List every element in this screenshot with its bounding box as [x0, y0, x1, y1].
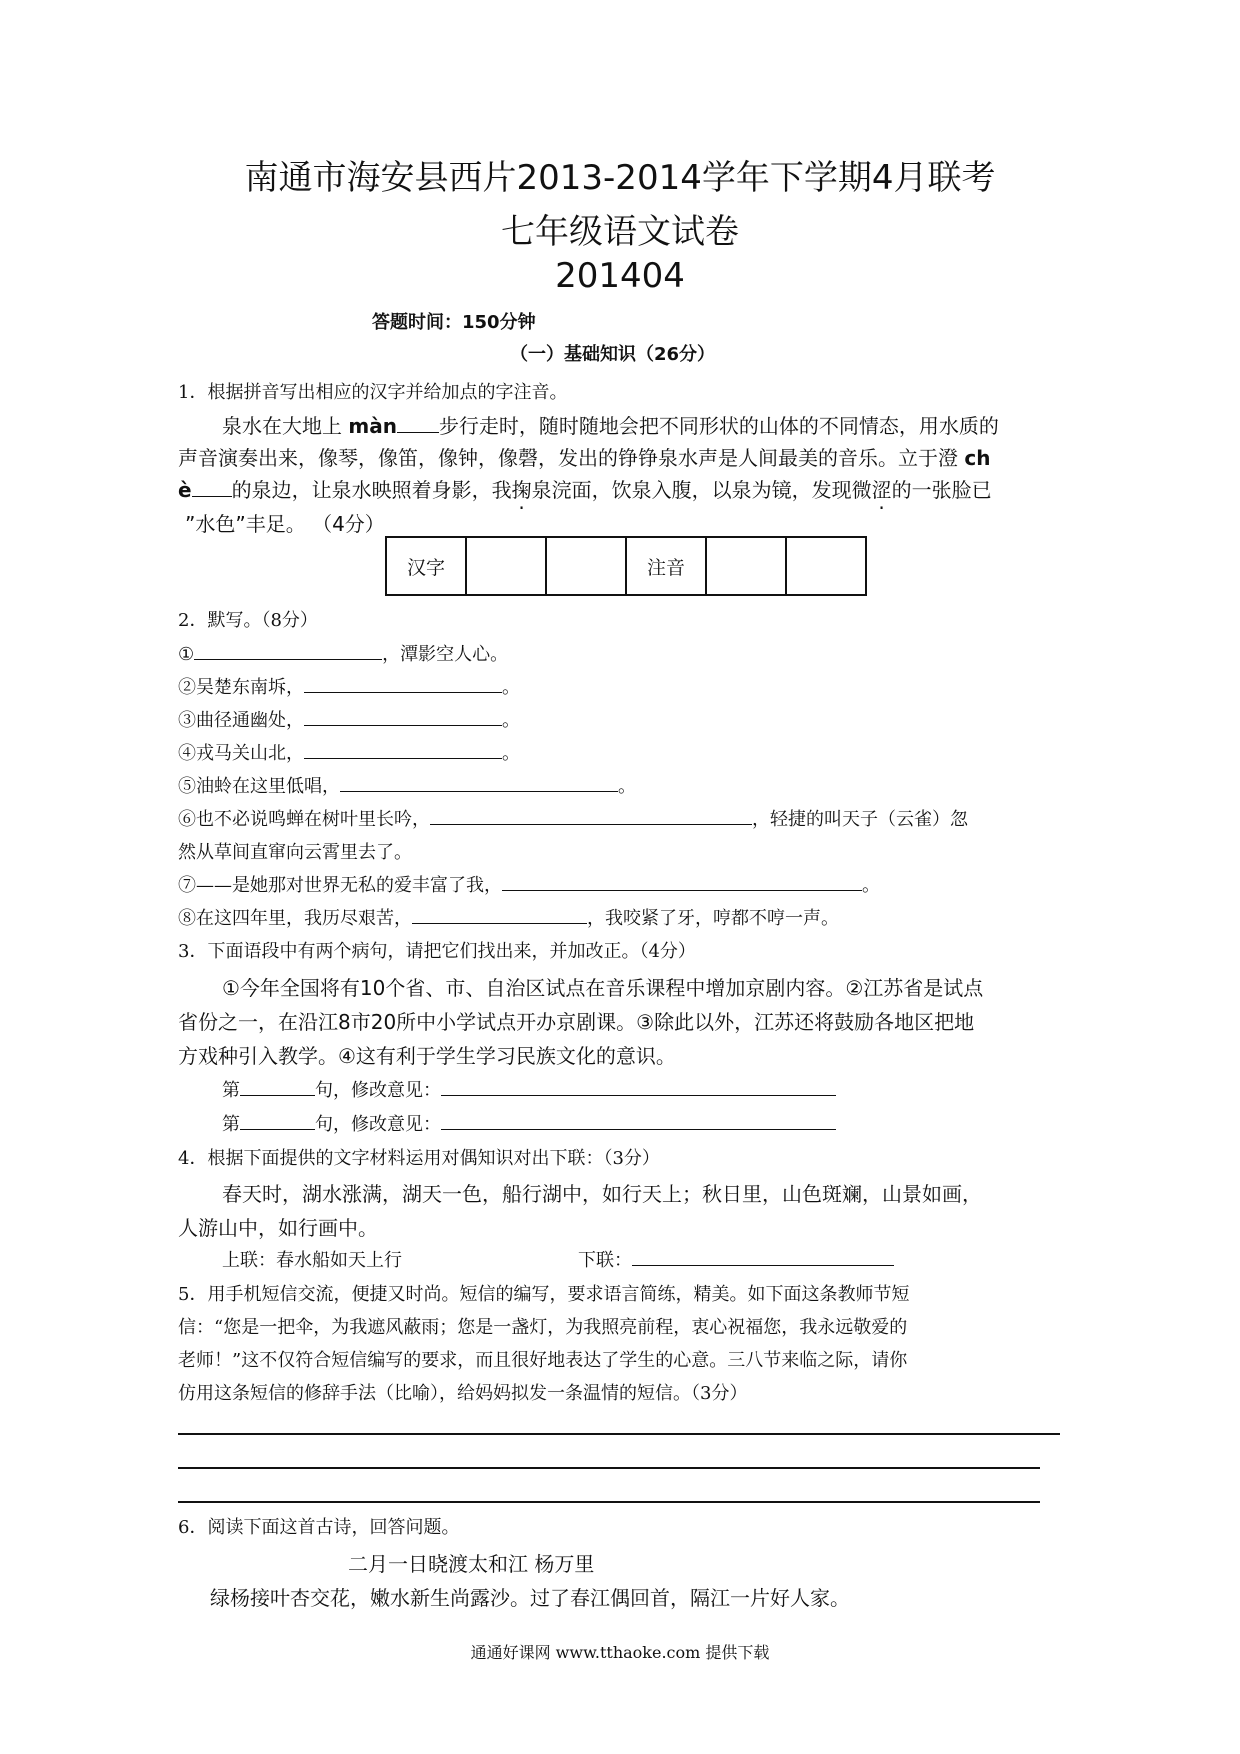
blank[interactable]	[412, 905, 587, 924]
blank[interactable]	[240, 1077, 315, 1096]
text: ，我咬紧了牙，哼都不哼一声。	[587, 908, 839, 929]
section-heading: （一）基础知识（26分）	[510, 344, 716, 365]
question-1-line1	[222, 410, 999, 439]
period: 。	[862, 875, 880, 896]
text: ⑧在这四年里，我历尽艰苦，	[178, 908, 412, 929]
dictation-item-3	[178, 706, 520, 732]
text: ⑥也不必说鸣蝉在树叶里长吟，	[178, 809, 430, 830]
item-number: ①	[178, 644, 195, 665]
blank[interactable]	[632, 1247, 894, 1266]
text: ④戎马关山北，	[178, 743, 304, 764]
answer-line[interactable]	[178, 1467, 1040, 1469]
text: 句，修改意见：	[315, 1114, 441, 1135]
period: 。	[502, 743, 520, 764]
question-1-line3	[178, 474, 992, 503]
dictation-item-5	[178, 772, 636, 798]
dictation-item-6-cont: 然从草间直窜向云霄里去了。	[178, 842, 412, 863]
text: 的一张脸已	[891, 478, 992, 502]
answer-cell[interactable]	[786, 537, 866, 595]
text: ⑦——是她那对世界无私的爱丰富了我，	[178, 875, 502, 896]
text: 泉水在大地上	[222, 414, 342, 438]
blank[interactable]	[441, 1077, 836, 1096]
question-5-line2: 信：“您是一把伞，为我遮风蔽雨；您是一盏灯，为我照亮前程，衷心祝福您，我永远敬爱的	[178, 1317, 908, 1338]
question-5-line1: 5．用手机短信交流，便捷又时尚。短信的编写，要求语言简练，精美。如下面这条教师节短	[178, 1284, 910, 1305]
text: 第	[222, 1114, 240, 1135]
question-1-line4: ”水色”丰足。 （4分）	[185, 512, 385, 536]
answer-cell[interactable]	[706, 537, 786, 595]
blank[interactable]	[304, 740, 502, 759]
poem-title: 二月一日晓渡太和江 杨万里	[348, 1552, 595, 1576]
text: 泉浣面，饮泉入腹，以泉为镜，发现微	[531, 478, 872, 502]
text: 句，修改意见：	[315, 1080, 441, 1101]
question-3-line1: ①今年全国将有10个省、市、自治区试点在音乐课程中增加京剧内容。②江苏省是试点	[222, 976, 984, 1000]
table-label-zhuyin: 注音	[626, 537, 706, 595]
upper-couplet: 上联：春水船如天上行	[222, 1250, 402, 1271]
dotted-char: 掬	[511, 478, 532, 502]
question-3-answer-2	[222, 1110, 836, 1136]
blank[interactable]	[304, 707, 502, 726]
blank[interactable]	[502, 872, 862, 891]
lower-couplet	[578, 1246, 894, 1272]
date-code: 201404	[555, 256, 685, 296]
answer-line[interactable]	[178, 1501, 1040, 1503]
dictation-item-6	[178, 805, 968, 831]
text: ，轻捷的叫天子（云雀）忽	[752, 809, 968, 830]
answer-cell[interactable]	[466, 537, 546, 595]
answer-table	[385, 536, 867, 596]
question-3-line2: 省份之一，在沿江8市20所中小学试点开办京剧课。③除此以外，江苏还将鼓励各地区把地	[178, 1010, 975, 1034]
pinyin-che: ch	[964, 446, 991, 470]
blank[interactable]	[192, 478, 232, 497]
text: ③曲径通幽处，	[178, 710, 304, 731]
answer-cell[interactable]	[546, 537, 626, 595]
question-3-prompt: 3．下面语段中有两个病句，请把它们找出来，并加改正。（4分）	[178, 941, 696, 962]
dictation-item-1	[178, 640, 508, 666]
question-1-prompt: 1．根据拼音写出相应的汉字并给加点的字注音。	[178, 382, 568, 403]
table-label-hanzi: 汉字	[386, 537, 466, 595]
dictation-item-2	[178, 673, 520, 699]
exam-title-line1: 南通市海安县西片2013-2014学年下学期4月联考	[244, 158, 996, 198]
blank[interactable]	[430, 806, 752, 825]
text: 步行走时，随时随地会把不同形状的山体的不同情态，用水质的	[438, 414, 999, 438]
time-limit: 答题时间：150分钟	[372, 312, 536, 333]
blank[interactable]	[240, 1111, 315, 1130]
blank[interactable]	[340, 773, 618, 792]
dictation-item-7	[178, 871, 880, 897]
pinyin-che-tone: è	[178, 478, 192, 502]
text: 第	[222, 1080, 240, 1101]
period: 。	[618, 776, 636, 797]
question-3-line3: 方戏种引入教学。④这有利于学生学习民族文化的意识。	[178, 1044, 676, 1068]
period: 。	[502, 710, 520, 731]
blank[interactable]	[304, 674, 502, 693]
answer-line[interactable]	[178, 1433, 1060, 1435]
text: 的泉边，让泉水映照着身影，我	[231, 478, 512, 502]
text: 声音演奏出来，像琴，像笛，像钟，像磬，发出的铮铮泉水声是人间最美的音乐。立于澄	[178, 446, 958, 470]
question-2-prompt: 2．默写。（8分）	[178, 610, 318, 631]
blank[interactable]	[397, 414, 439, 433]
dictation-item-4	[178, 739, 520, 765]
text: 下联：	[578, 1250, 632, 1271]
question-5-line4: 仿用这条短信的修辞手法（比喻），给妈妈拟发一条温情的短信。（3分）	[178, 1383, 748, 1404]
question-4-line2: 人游山中，如行画中。	[178, 1216, 378, 1240]
question-1-line2	[178, 442, 990, 471]
question-3-answer-1	[222, 1076, 836, 1102]
blank[interactable]	[441, 1111, 836, 1130]
question-4-prompt: 4．根据下面提供的文字材料运用对偶知识对出下联：（3分）	[178, 1148, 660, 1169]
text: ②吴楚东南坼，	[178, 677, 304, 698]
text: ⑤油蛉在这里低唱，	[178, 776, 340, 797]
period: 。	[502, 677, 520, 698]
question-5-line3: 老师！”这不仅符合短信编写的要求，而且很好地表达了学生的心意。三八节来临之际，请你	[178, 1350, 908, 1371]
poem-line: 绿杨接叶杏交花，嫩水新生尚露沙。过了春江偶回首，隔江一片好人家。	[210, 1586, 850, 1610]
blank[interactable]	[194, 641, 382, 660]
dictation-item-8	[178, 904, 839, 930]
question-4-line1: 春天时，湖水涨满，湖天一色，船行湖中，如行天上；秋日里，山色斑斓，山景如画，	[222, 1182, 982, 1206]
footer: 通通好课网 www.tthaoke.com 提供下载	[470, 1643, 770, 1662]
exam-title-line2: 七年级语文试卷	[501, 212, 739, 252]
pinyin-man: màn	[348, 414, 397, 438]
question-6-prompt: 6．阅读下面这首古诗，回答问题。	[178, 1517, 460, 1538]
dotted-char: 涩	[871, 478, 892, 502]
text: ，潭影空人心。	[382, 644, 509, 665]
